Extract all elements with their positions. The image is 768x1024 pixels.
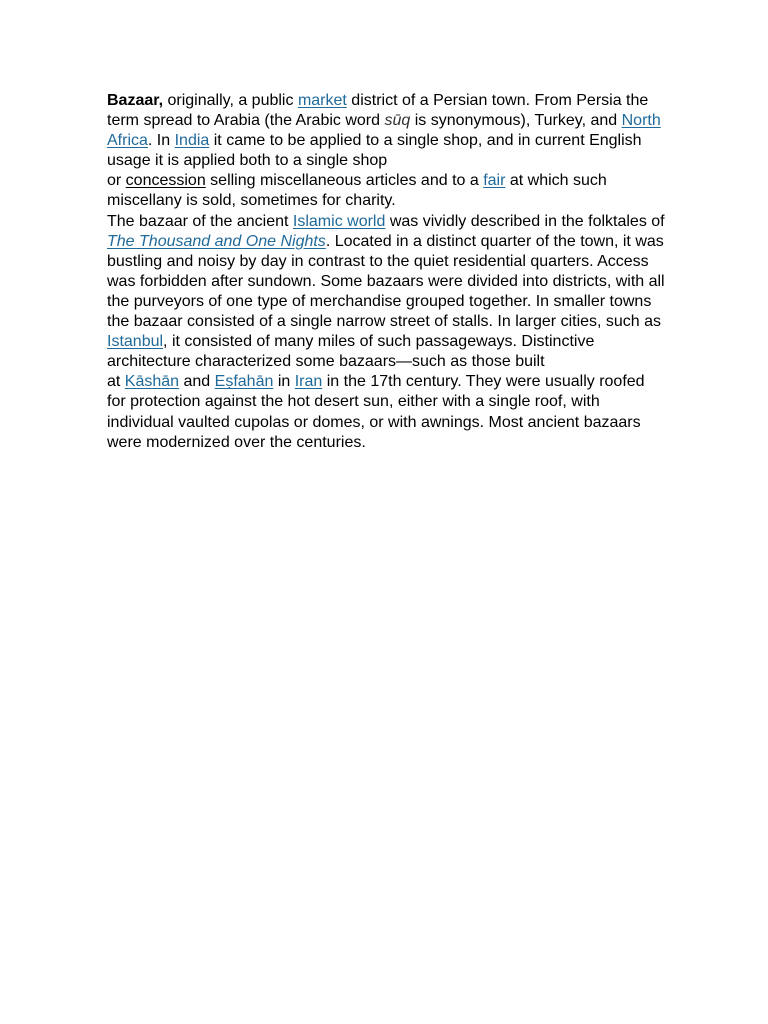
text-run: . Located in a distinct quarter of the town, it was bustling and noisy by day in contrast to the quiet residential quarters. Access was forbidden after sundown. Some bazaars were divided into districts, with all the purveyors of one type of merchandise grouped together. In smaller towns the bazaar consisted of a single narrow street of stalls. In larger cities, such as: [107, 232, 665, 331]
link-market[interactable]: market: [297, 92, 347, 109]
text-run: and: [179, 373, 215, 391]
link-kashan[interactable]: Kāshān: [124, 373, 180, 391]
text-run: selling miscellaneous articles and to a: [205, 172, 484, 190]
text-run: district of a Persian town. From Persia the term spread to Arabia (the Arabic word: [107, 92, 649, 130]
text-run: at which such miscellany is sold, sometimes for charity.: [107, 172, 607, 210]
text-run: or: [107, 172, 126, 190]
article-body: [107, 91, 667, 453]
link-fair[interactable]: fair: [483, 172, 506, 190]
text-run: originally, a public: [163, 92, 298, 109]
text-run: The bazaar of the ancient: [107, 212, 293, 230]
link-north-africa[interactable]: North Africa: [107, 112, 661, 150]
link-istanbul[interactable]: Istanbul: [107, 333, 164, 351]
text-run: is synonymous), Turkey, and: [410, 112, 622, 130]
text-run: at: [107, 373, 125, 391]
link-india[interactable]: India: [174, 132, 210, 150]
link-islamic-world[interactable]: Islamic world: [292, 212, 386, 230]
link-thousand-and-one-nights[interactable]: The Thousand and One Nights: [107, 232, 326, 250]
text-run: , it consisted of many miles of such passageways. Distinctive architecture characterized some bazaars—such as those built: [107, 333, 595, 371]
paragraph-history: [107, 212, 667, 453]
text-run: . In: [147, 132, 175, 150]
link-iran[interactable]: Iran: [294, 373, 323, 391]
text-run: was vividly described in the folktales of: [385, 212, 665, 230]
text-run: it came to be applied to a single shop, and in current English usage it is applied both to a single shop: [107, 132, 642, 170]
paragraph-definition: [107, 91, 667, 212]
arabic-term: sūq: [384, 112, 411, 130]
text-run: in the 17th century. They were usually roofed for protection against the hot desert sun, either with a single roof, with individual vaulted cupolas or domes, or with awnings. Most ancient bazaars were modernized over the centuries.: [107, 373, 645, 451]
headword: Bazaar,: [107, 92, 164, 109]
concession-term: concession: [125, 172, 206, 190]
link-esfahan[interactable]: Eṣfahān: [214, 373, 274, 391]
text-run: in: [273, 373, 295, 391]
